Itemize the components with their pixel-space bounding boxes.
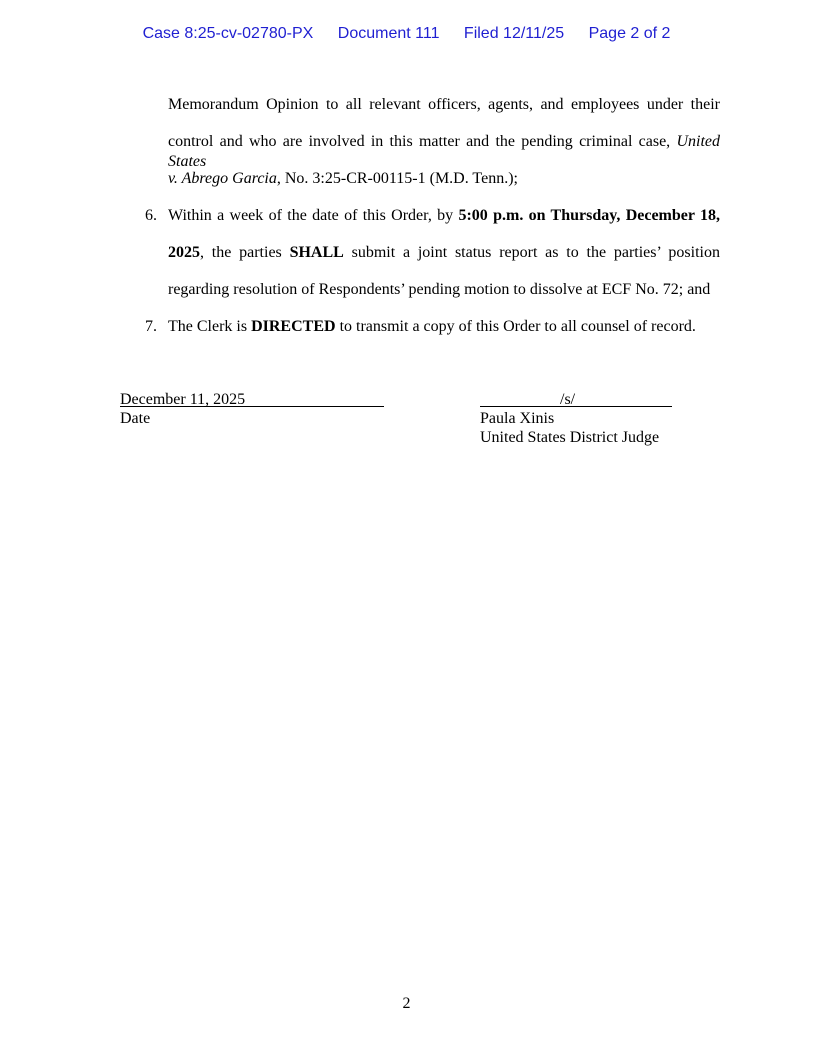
deadline-year-bold: 2025	[168, 244, 200, 261]
signature-mark: /s/	[560, 391, 576, 408]
case-number: Case 8:25-cv-02780-PX	[142, 25, 314, 42]
item-7-text-1: The Clerk is	[168, 318, 252, 335]
carryover-text-2: control and who are involved in this matter and the pending criminal case,	[168, 133, 677, 150]
item-6-line-2	[168, 243, 720, 263]
shall-bold: SHALL	[289, 244, 344, 261]
judge-name: Paula Xinis	[480, 410, 555, 427]
date-label: Date	[120, 410, 151, 427]
item-7-text-2: to transmit a copy of this Order to all counsel of record.	[335, 318, 696, 335]
ecf-header	[0, 24, 813, 44]
item-6-line-1	[168, 206, 720, 226]
item-7-number: 7.	[145, 318, 157, 335]
item-7-line	[168, 317, 696, 337]
judge-title: United States District Judge	[480, 429, 660, 446]
case-citation: , No. 3:25-CR-00115-1 (M.D. Tenn.);	[276, 170, 518, 187]
document-number: Document 111	[337, 25, 440, 42]
page-number: 2	[402, 995, 411, 1012]
directed-bold: DIRECTED	[251, 318, 336, 335]
carryover-line-3	[168, 169, 518, 189]
date-underline	[120, 406, 384, 407]
item-6-text-1: Within a week of the date of this Order, by	[168, 207, 459, 224]
carryover-text-1: Memorandum Opinion to all relevant officers, agents, and employees under their	[168, 96, 720, 113]
filed-date: Filed 12/11/25	[463, 25, 565, 42]
item-6-number: 6.	[145, 207, 157, 224]
signature-underline	[480, 406, 672, 407]
case-name-italic-2: v. Abrego Garcia	[168, 170, 277, 187]
carryover-line-2	[168, 132, 720, 172]
signature-date-value: December 11, 2025	[120, 391, 246, 408]
page-indicator: Page 2 of 2	[588, 25, 671, 42]
item-6-text-3: submit a joint status report as to the parties’ position	[343, 244, 720, 261]
item-6-text-2: , the parties	[200, 244, 290, 261]
carryover-line-1	[168, 95, 720, 115]
case-name-italic-1: United States	[168, 133, 720, 170]
item-6-line-3: regarding resolution of Respondents’ pending motion to dissolve at ECF No. 72; and	[168, 281, 711, 298]
deadline-bold: 5:00 p.m. on Thursday, December 18,	[458, 207, 721, 224]
